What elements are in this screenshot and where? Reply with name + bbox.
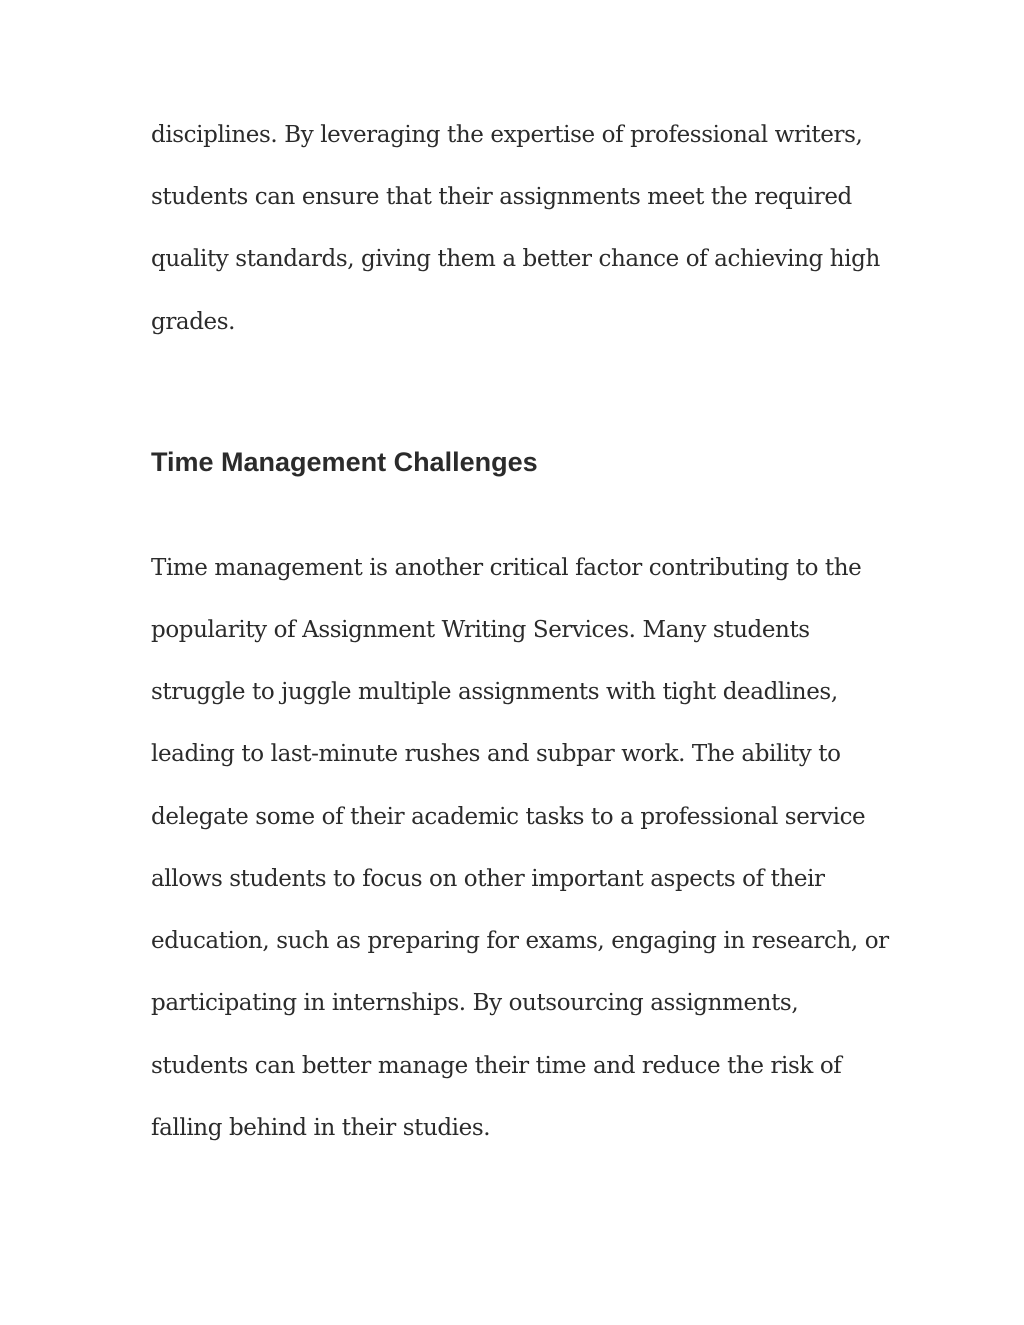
paragraph-line: leading to last-minute rushes and subpar work. The ability to xyxy=(151,741,841,767)
paragraph-line: disciplines. By leveraging the expertise of professional writers, xyxy=(151,122,863,148)
paragraph-line: popularity of Assignment Writing Services. Many students xyxy=(151,617,810,643)
paragraph-line: allows students to focus on other important aspects of their xyxy=(151,866,825,892)
paragraph-line: education, such as preparing for exams, engaging in research, or xyxy=(151,928,889,954)
paragraph-line: students can ensure that their assignments meet the required xyxy=(151,184,852,210)
paragraph-line: Time management is another critical factor contributing to the xyxy=(151,555,862,581)
paragraph-line: students can better manage their time and reduce the risk of xyxy=(151,1053,842,1079)
section-heading: Time Management Challenges xyxy=(151,447,538,477)
paragraph-line: falling behind in their studies. xyxy=(151,1115,491,1141)
paragraph-line: grades. xyxy=(151,309,236,335)
paragraph-line: quality standards, giving them a better chance of achieving high xyxy=(151,246,880,272)
paragraph-line: delegate some of their academic tasks to a professional service xyxy=(151,804,866,830)
paragraph-line: participating in internships. By outsourcing assignments, xyxy=(151,990,799,1016)
paragraph-line: struggle to juggle multiple assignments with tight deadlines, xyxy=(151,679,838,705)
